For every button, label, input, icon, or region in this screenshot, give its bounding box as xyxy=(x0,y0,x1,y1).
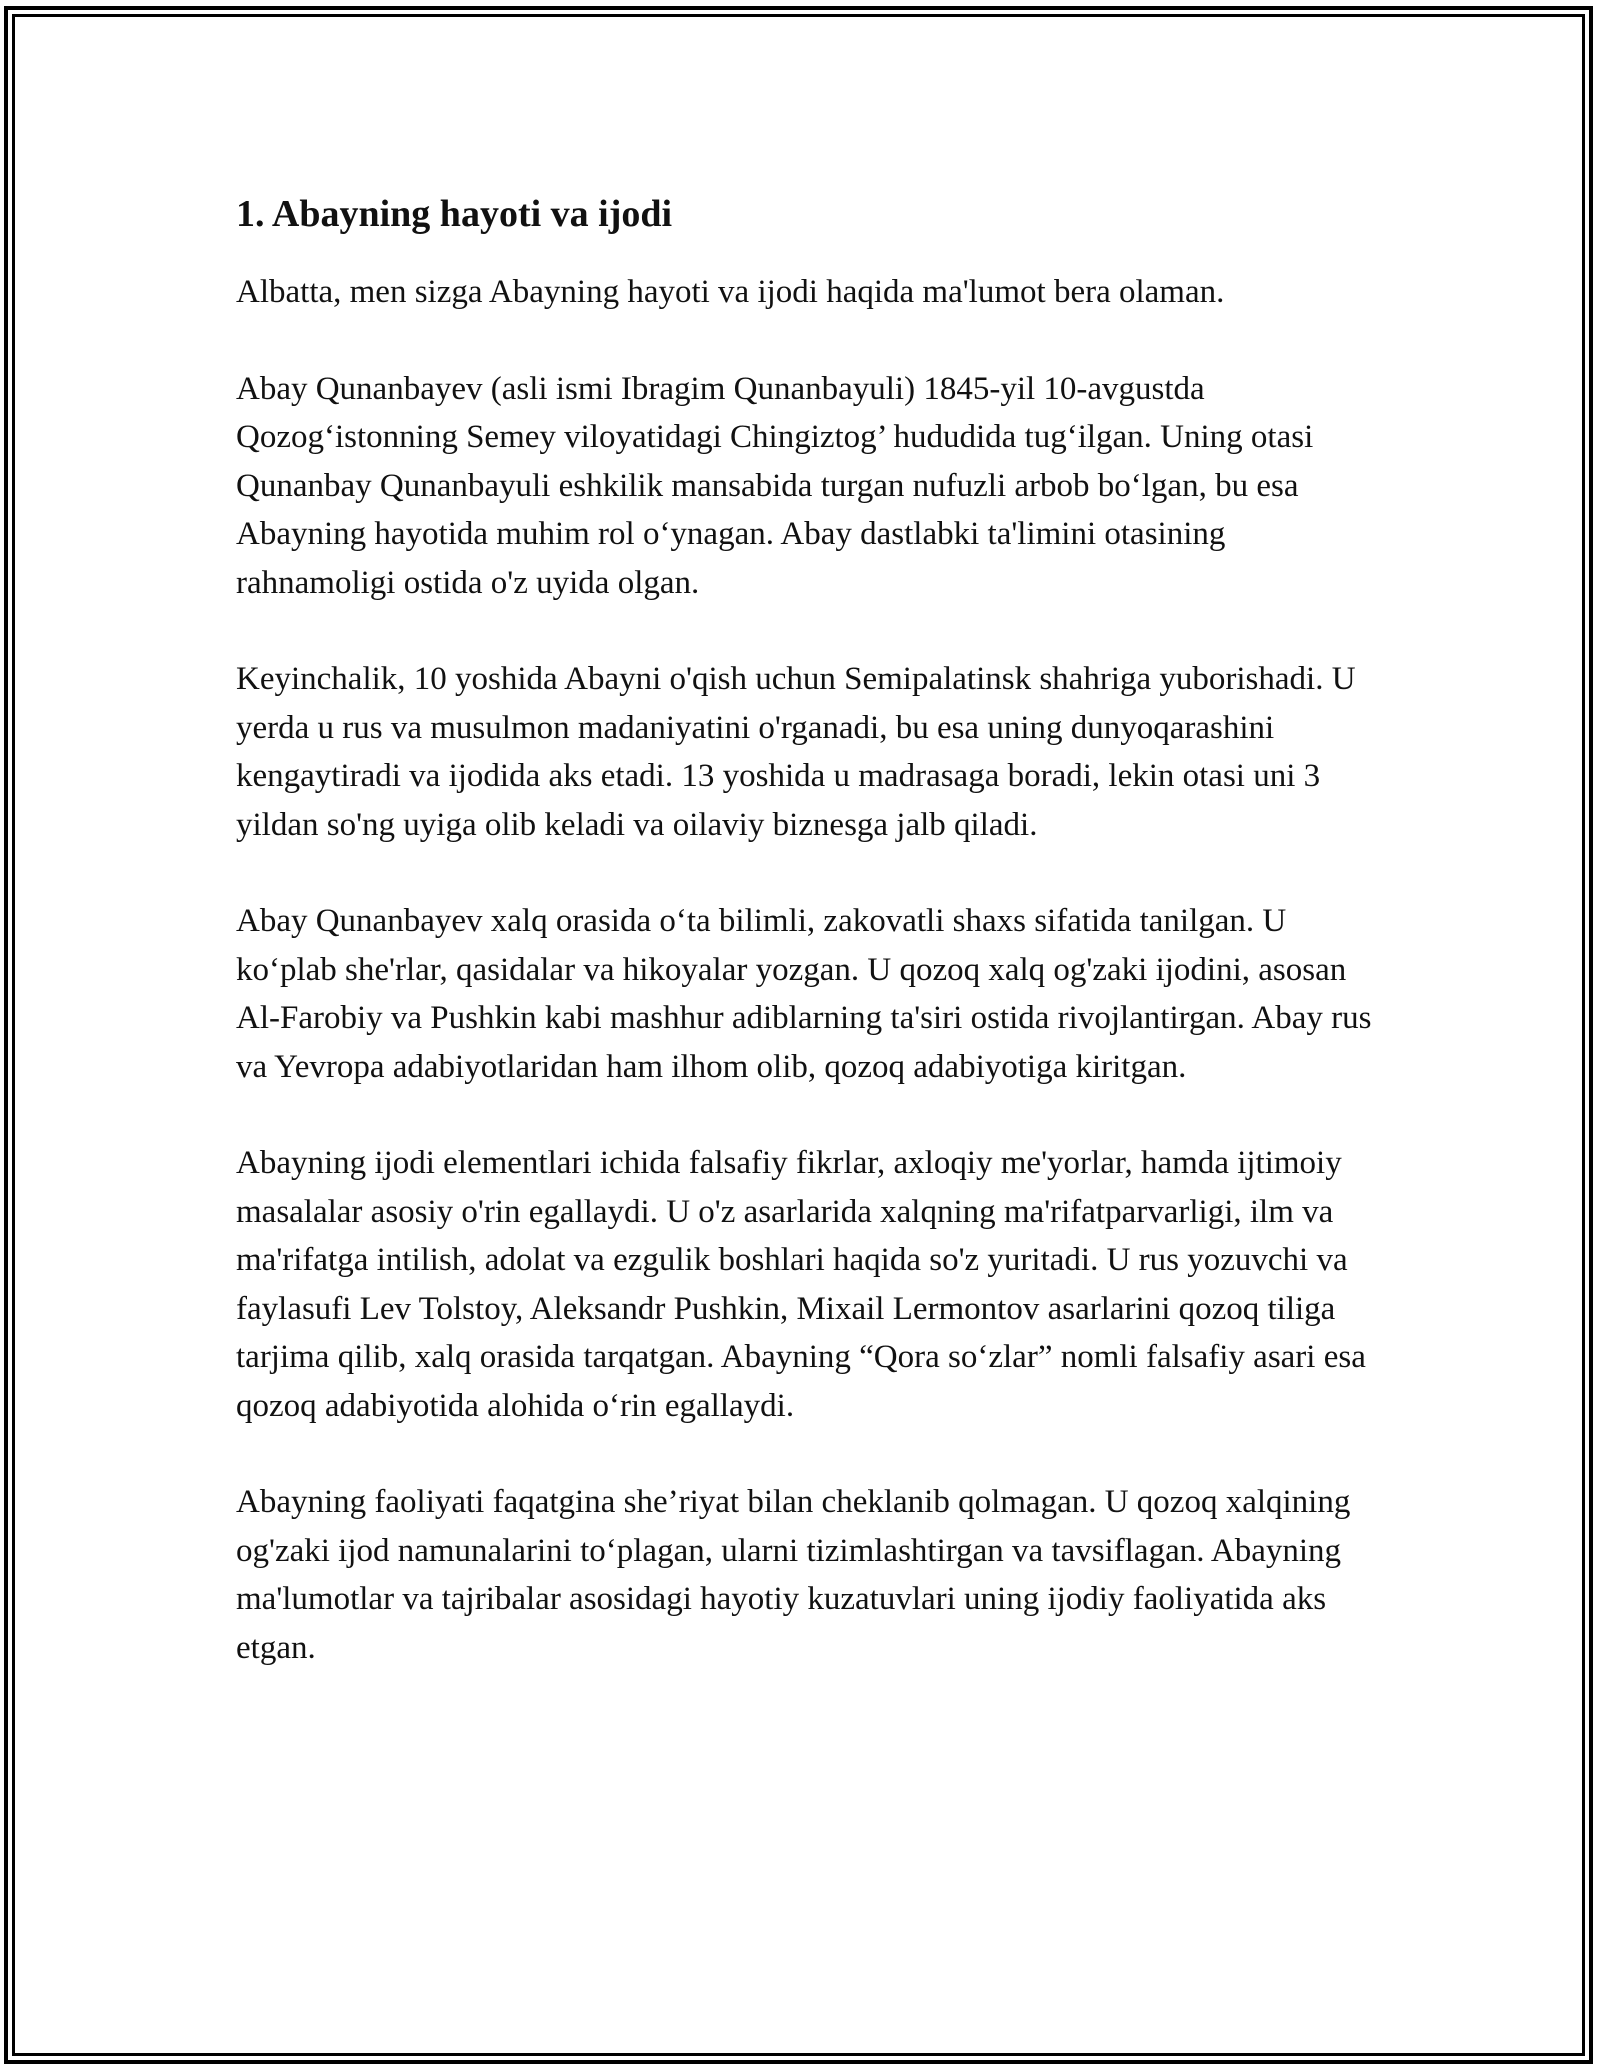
paragraph-intro: Albatta, men sizga Abayning hayoti va ijodi haqida ma'lumot bera olaman. xyxy=(236,274,1225,310)
document-title: 1. Abayning hayoti va ijodi xyxy=(236,193,673,235)
paragraph-birth: Abay Qunanbayev (asli ismi Ibragim Qunanbayuli) 1845-yil 10-avgustda Qozog‘istonning Semey viloyatidagi Chingiztog’ hududida tug‘ilgan. Uning otasi Qunanbay Qunanbayuli eshkilik mansabida turgan nufuzli arbob bo‘lgan, bu esa Abayning hayotida muhim rol o‘ynagan. Abay dastlabki ta'limini otasining rahnamoligi ostida o'z uyida olgan. xyxy=(236,370,1314,601)
paragraph-activity: Abayning faoliyati faqatgina she’riyat bilan cheklanib qolmagan. U qozoq xalqining og'zaki ijod namunalarini to‘plagan, ularni tizimlashtirgan va tavsiflagan. Abayning ma'lumotlar va tajribalar asosidagi hayotiy kuzatuvlari uning ijodiy faoliyatida aks etgan. xyxy=(236,1484,1351,1666)
paragraph-education: Keyinchalik, 10 yoshida Abayni o'qish uchun Semipalatinsk shahriga yuborishadi. U yerda u rus va musulmon madaniyatini o'rganadi, bu esa uning dunyoqarashini kengaytiradi va ijodida aks etadi. 13 yoshida u madrasaga boradi, lekin otasi uni 3 yildan so'ng uyiga olib keladi va oilaviy biznesga jalb qiladi. xyxy=(236,661,1356,843)
paragraph-works: Abay Qunanbayev xalq orasida o‘ta bilimli, zakovatli shaxs sifatida tanilgan. U ko‘plab she'rlar, qasidalar va hikoyalar yozgan. U qozoq xalq og'zaki ijodini, asosan Al-Farobiy va Pushkin kabi mashhur adiblarning ta'siri ostida rivojlantirgan. Abay rus va Yevropa adabiyotlaridan ham ilhom olib, qozoq adabiyotiga kiritgan. xyxy=(236,903,1372,1085)
document-body xyxy=(236,186,1386,1720)
paragraph-themes: Abayning ijodi elementlari ichida falsafiy fikrlar, axloqiy me'yorlar, hamda ijtimoiy masalalar asosiy o'rin egallaydi. U o'z asarlarida xalqning ma'rifatparvarligi, ilm va ma'rifatga intilish, adolat va ezgulik boshlari haqida so'z yuritadi. U rus yozuvchi va faylasufi Lev Tolstoy, Aleksandr Pushkin, Mixail Lermontov asarlarini qozoq tiliga tarjima qilib, xalq orasida tarqatgan. Abayning “Qora so‘zlar” nomli falsafiy asari esa qozoq adabiyotida alohida o‘rin egallaydi. xyxy=(236,1145,1366,1424)
